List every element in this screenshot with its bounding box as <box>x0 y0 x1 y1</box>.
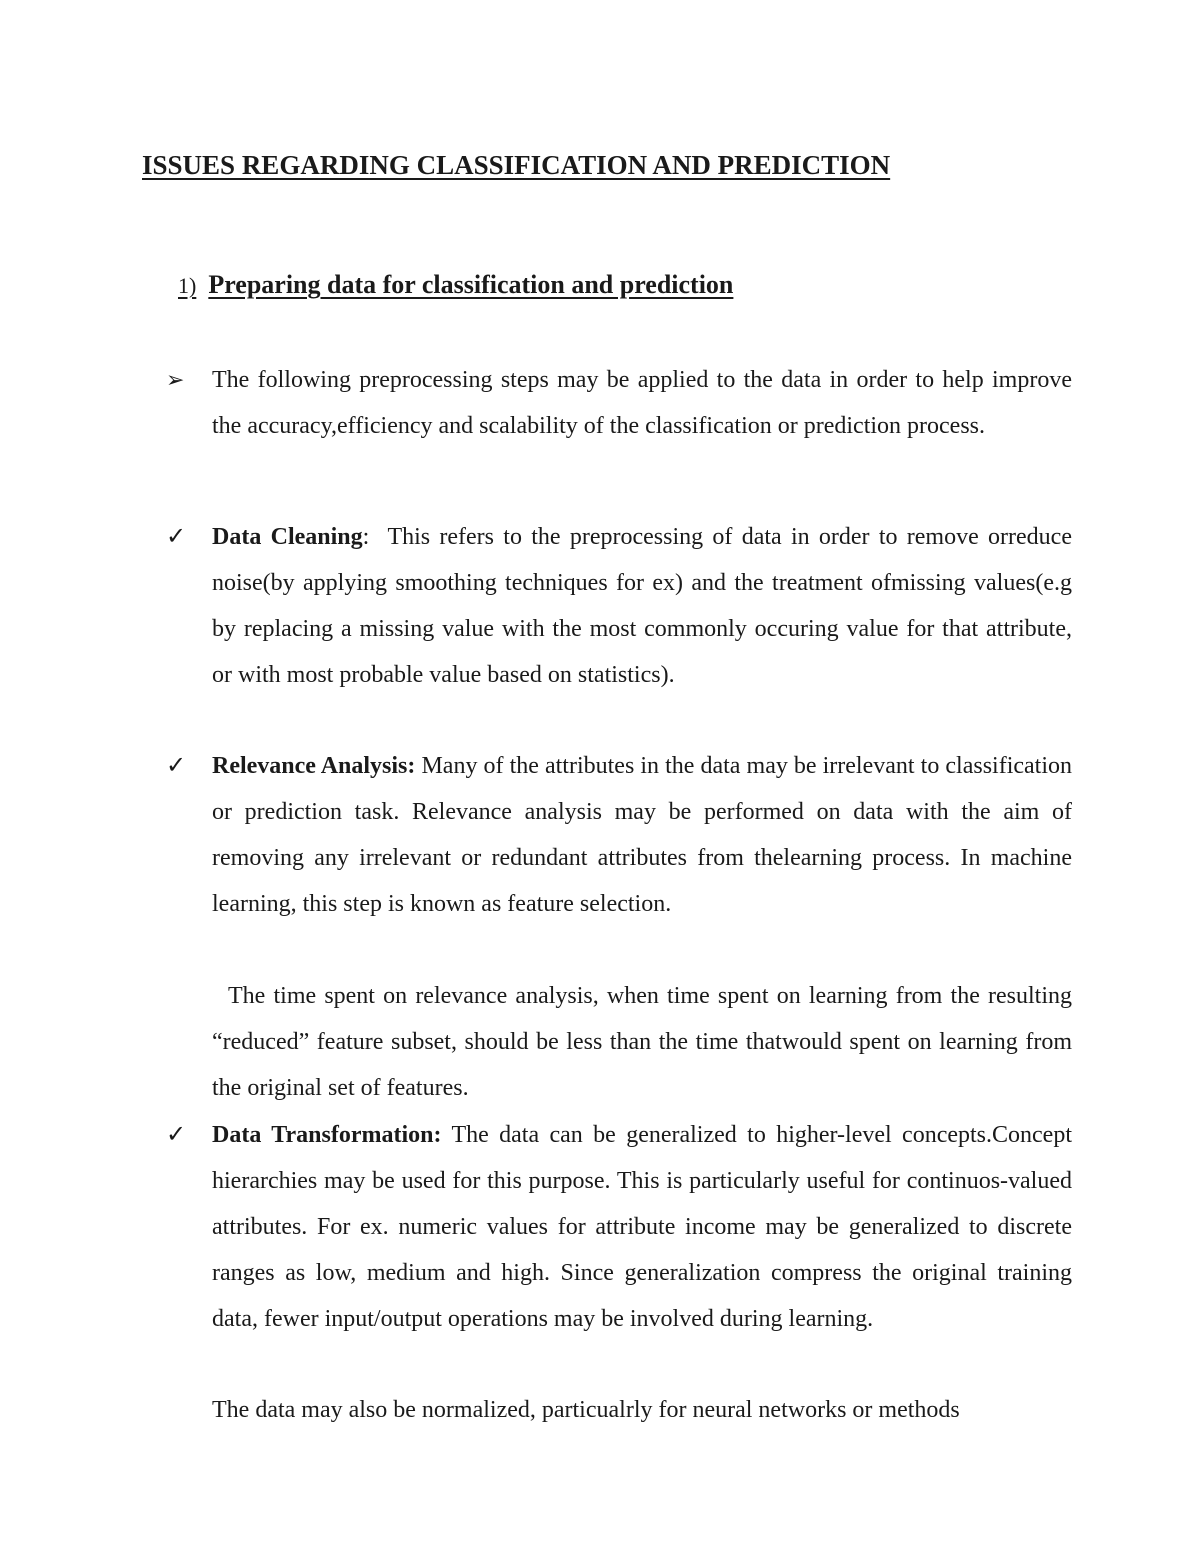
list-item-relevance-analysis <box>166 743 1073 927</box>
page-title: ISSUES REGARDING CLASSIFICATION AND PREDICTION <box>142 150 891 180</box>
arrow-bullet-icon: ➢ <box>166 367 185 392</box>
normalization-note-paragraph <box>212 1387 1072 1433</box>
checkmark-bullet-icon: ✓ <box>166 753 187 779</box>
item-term: Relevance Analysis: <box>212 753 416 779</box>
item-text: This refers to the preprocessing of data in order to remove orreduce noise(by applying smoothing techniques for ex) and the treatment ofmissing values(e.g by replacing a missing value with the most commonly occuring value for that attribute, or with most probable value based on statistics). <box>212 524 1072 688</box>
checkmark-bullet-icon: ✓ <box>166 1122 187 1148</box>
list-item-data-cleaning <box>166 514 1072 698</box>
item-text: The data can be generalized to higher-level concepts.Concept hierarchies may be used for this purpose. This is particularly useful for continuos-valued attributes. For ex. numeric values for attribute income may be generalized to discrete ranges as low, medium and high. Since generalization compress the original training data, fewer input/output operations may be involved during learning. <box>212 1122 1072 1332</box>
item-separator: : <box>362 524 370 550</box>
intro-text: The following preprocessing steps may be applied to the data in order to help improve the accuracy,efficiency and scalability of the classification or prediction process. <box>212 367 1072 439</box>
item-note: The time spent on relevance analysis, when time spent on learning from the resulting “reduced” feature subset, should be less than the time thatwould spent on learning from the original set of features. <box>212 983 1072 1101</box>
intro-paragraph <box>166 357 1072 449</box>
item-term: Data Transformation: <box>212 1122 442 1148</box>
item-note: The data may also be normalized, particualrly for neural networks or methods <box>212 1397 960 1423</box>
section-heading <box>178 270 1078 300</box>
section-heading-text: Preparing data for classification and prediction <box>208 270 734 299</box>
section-number: 1) <box>178 273 197 298</box>
item-text: Many of the attributes in the data may be irrelevant to classification or prediction task. Relevance analysis may be performed on data with the aim of removing any irrelevant or redundant attributes from thelearning process. In machine learning, this step is known as feature selection. <box>212 753 1073 917</box>
item-term: Data Cleaning <box>212 524 363 550</box>
relevance-note-paragraph <box>212 973 1072 1111</box>
list-item-data-transformation <box>166 1112 1072 1342</box>
checkmark-bullet-icon: ✓ <box>166 524 187 550</box>
